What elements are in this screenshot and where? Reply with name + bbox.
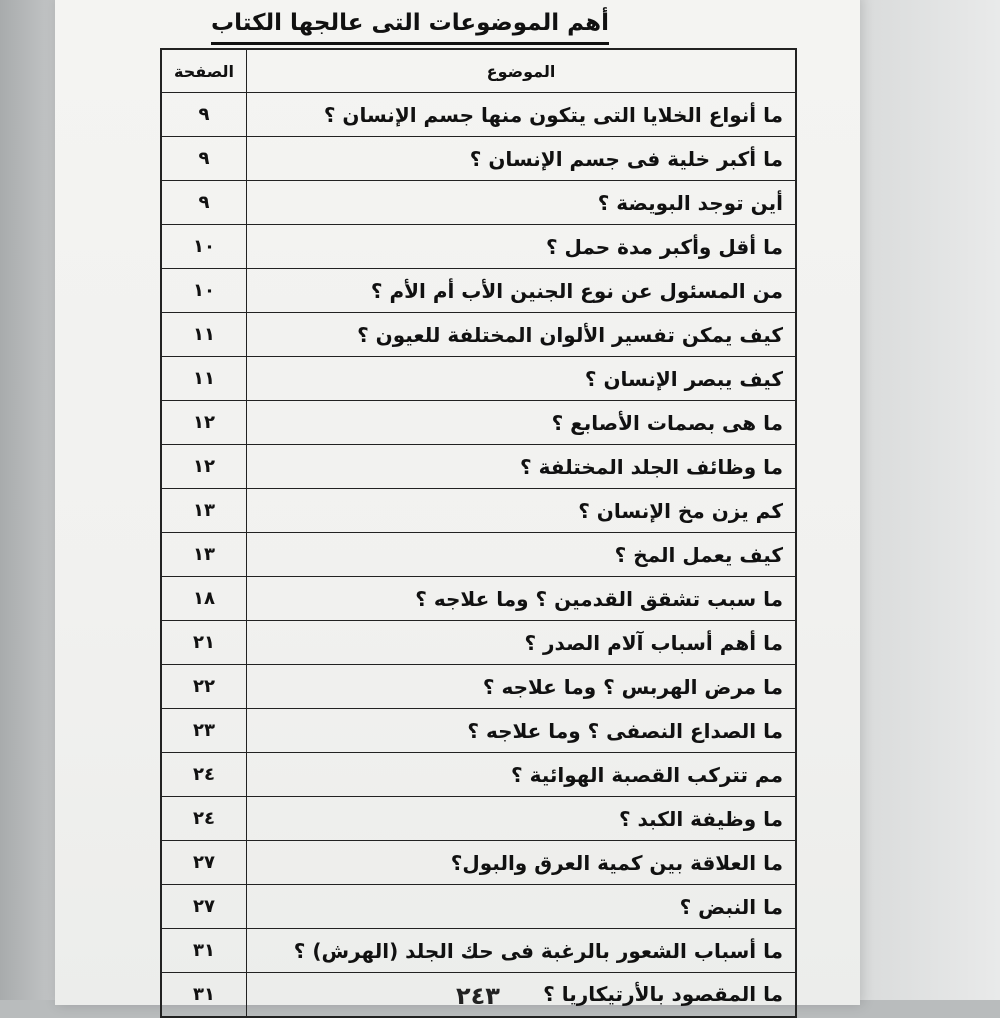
table-row: [161, 533, 796, 577]
topic-cell: ما النبض ؟: [247, 885, 797, 929]
topic-cell: ما أهم أسباب آلام الصدر ؟: [247, 621, 797, 665]
table-row: [161, 577, 796, 621]
page-cell: ١٢: [161, 445, 247, 489]
page-cell: ٣١: [161, 929, 247, 973]
table-row: [161, 709, 796, 753]
page-cell: ١٨: [161, 577, 247, 621]
page-number: ٢٤٣: [456, 982, 500, 1010]
table-row: [161, 665, 796, 709]
table-header-row: [161, 49, 796, 93]
topic-cell: كم يزن مخ الإنسان ؟: [247, 489, 797, 533]
column-header-topic: الموضوع: [247, 49, 797, 93]
column-header-page: الصفحة: [161, 49, 247, 93]
table-row: [161, 841, 796, 885]
topic-cell: ما الصداع النصفى ؟ وما علاجه ؟: [247, 709, 797, 753]
background-left: [0, 0, 60, 1000]
page-cell: ٣١: [161, 973, 247, 1017]
topic-cell: من المسئول عن نوع الجنين الأب أم الأم ؟: [247, 269, 797, 313]
topic-cell: أين توجد البويضة ؟: [247, 181, 797, 225]
topic-cell: ما أنواع الخلايا التى يتكون منها جسم الإنسان ؟: [247, 93, 797, 137]
table-row: [161, 929, 796, 973]
topic-cell: ما أسباب الشعور بالرغبة فى حك الجلد (الهرش) ؟: [247, 929, 797, 973]
table-row: [161, 357, 796, 401]
topic-cell: كيف يعمل المخ ؟: [247, 533, 797, 577]
table-row: [161, 181, 796, 225]
table-row: [161, 885, 796, 929]
topic-cell: ما سبب تشقق القدمين ؟ وما علاجه ؟: [247, 577, 797, 621]
page-cell: ٩: [161, 181, 247, 225]
topic-cell: ما هى بصمات الأصابع ؟: [247, 401, 797, 445]
topic-cell: ما وظيفة الكبد ؟: [247, 797, 797, 841]
topic-cell: ما مرض الهربس ؟ وما علاجه ؟: [247, 665, 797, 709]
page-heading-text: أهم الموضوعات التى عالجها الكتاب: [211, 8, 609, 45]
page-cell: ٢٧: [161, 841, 247, 885]
page-cell: ١٣: [161, 489, 247, 533]
page-cell: ١١: [161, 357, 247, 401]
topic-cell: كيف يمكن تفسير الألوان المختلفة للعيون ؟: [247, 313, 797, 357]
table-row: [161, 489, 796, 533]
table-row: [161, 137, 796, 181]
table-row: [161, 269, 796, 313]
page-cell: ١٣: [161, 533, 247, 577]
table-row: [161, 753, 796, 797]
table-row: [161, 797, 796, 841]
background-right-page: [840, 0, 1000, 1000]
page-cell: ٢٧: [161, 885, 247, 929]
page-cell: ١٢: [161, 401, 247, 445]
table-row: [161, 313, 796, 357]
page-heading: [200, 8, 620, 45]
page-cell: ١٠: [161, 225, 247, 269]
topic-cell: كيف يبصر الإنسان ؟: [247, 357, 797, 401]
table-row: [161, 225, 796, 269]
page-cell: ٢٢: [161, 665, 247, 709]
page-cell: ١١: [161, 313, 247, 357]
topic-cell: ما أكبر خلية فى جسم الإنسان ؟: [247, 137, 797, 181]
table-row: [161, 93, 796, 137]
topic-cell: ما أقل وأكبر مدة حمل ؟: [247, 225, 797, 269]
table-row: [161, 621, 796, 665]
page-cell: ٩: [161, 137, 247, 181]
page-cell: ٢٤: [161, 753, 247, 797]
topic-cell: ما وظائف الجلد المختلفة ؟: [247, 445, 797, 489]
page-cell: ٢٤: [161, 797, 247, 841]
topic-cell: ما العلاقة بين كمية العرق والبول؟: [247, 841, 797, 885]
page-cell: ٩: [161, 93, 247, 137]
topic-cell: ما المقصود بالأرتيكاريا ؟: [247, 973, 797, 1017]
table-row: [161, 401, 796, 445]
table-row: [161, 445, 796, 489]
page-cell: ١٠: [161, 269, 247, 313]
contents-table: [160, 48, 797, 1018]
page-cell: ٢١: [161, 621, 247, 665]
page-cell: ٢٣: [161, 709, 247, 753]
topic-cell: مم تتركب القصبة الهوائية ؟: [247, 753, 797, 797]
